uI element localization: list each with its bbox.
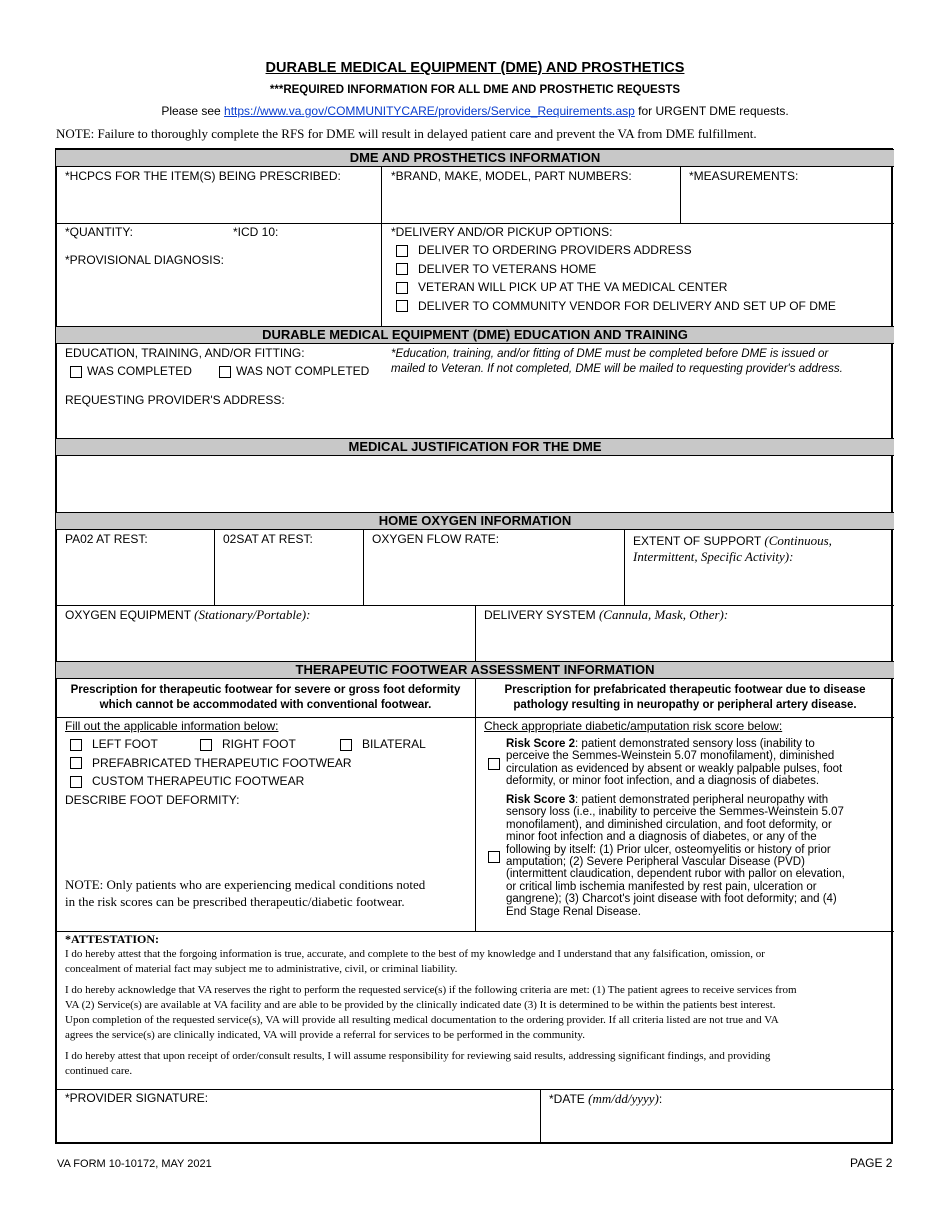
education-note-line: mailed to Veteran. If not completed, DME will be mailed to requesting provider's address. xyxy=(391,363,843,375)
risk-line: perceive the Semmes-Weinstein 5.07 monofilament), diminished xyxy=(506,750,835,763)
delivery-option-label: DELIVER TO VETERANS HOME xyxy=(418,262,597,276)
service-requirements-link[interactable]: https://www.va.gov/COMMUNITYCARE/providers/Service_Requirements.asp xyxy=(224,104,635,118)
risk-line: following by itself: (1) Prior ulcer, osteomyelitis or history of prior xyxy=(506,843,831,856)
prefab-footwear-heading xyxy=(476,683,894,713)
footwear-note-line: in the risk scores can be prescribed therapeutic/diabetic footwear. xyxy=(65,894,405,909)
was-completed-checkbox[interactable] xyxy=(70,366,82,378)
attestation-paragraph-1 xyxy=(65,947,895,977)
heading-line: Prescription for therapeutic footwear for severe or gross foot deformity xyxy=(70,684,461,696)
custom-footwear-label: CUSTOM THERAPEUTIC FOOTWEAR xyxy=(92,774,305,788)
provisional-diagnosis-field[interactable]: *PROVISIONAL DIAGNOSIS: xyxy=(65,253,224,267)
risk-score-instruction: Check appropriate diabetic/amputation risk score below: xyxy=(484,719,783,733)
delivery-option-checkbox[interactable] xyxy=(396,300,408,312)
pa02-field[interactable]: PA02 AT REST: xyxy=(65,532,148,546)
risk-line: amputation; (2) Severe Peripheral Vascular Disease (PVD) xyxy=(506,856,805,869)
risk-line: circulation as evidenced by absent or weakly palpable pulses, foot xyxy=(506,762,843,775)
was-completed-label: WAS COMPLETED xyxy=(87,364,192,378)
attestation-paragraph-2 xyxy=(65,983,895,1043)
page-number: PAGE 2 xyxy=(850,1156,893,1170)
attestation-line: continued care. xyxy=(65,1065,133,1077)
education-note-line: *Education, training, and/or fitting of DME must be completed before DME is issued or xyxy=(391,348,829,360)
extent-hint-line: Intermittent, Specific Activity): xyxy=(633,549,794,564)
divider xyxy=(56,1089,894,1090)
justification-field[interactable] xyxy=(57,457,893,511)
bilateral-label: BILATERAL xyxy=(362,737,426,751)
education-label: EDUCATION, TRAINING, AND/OR FITTING: xyxy=(65,346,305,360)
attestation-heading: *ATTESTATION: xyxy=(65,932,160,946)
attestation-line: I do hereby attest that the forgoing information is true, accurate, and complete to the best of my knowledge and I understand that any falsification, omission, or xyxy=(65,948,765,960)
divider xyxy=(624,530,625,605)
required-info-subtitle: ***REQUIRED INFORMATION FOR ALL DME AND PROSTHETIC REQUESTS xyxy=(269,84,681,96)
divider xyxy=(214,530,215,605)
delivery-system-hint: (Cannula, Mask, Other): xyxy=(598,607,729,622)
attestation-paragraph-3 xyxy=(65,1049,895,1079)
was-not-completed-label: WAS NOT COMPLETED xyxy=(236,364,370,378)
risk-line: or critical limb ischemia manifested by rest pain, ulceration or xyxy=(506,880,817,893)
was-not-completed-checkbox[interactable] xyxy=(219,366,231,378)
divider xyxy=(680,167,681,223)
bilateral-checkbox[interactable] xyxy=(340,739,352,751)
risk-line: gangrene); (3) Charcot's joint disease with foot deformity; and (4) xyxy=(506,893,837,906)
delivery-option-label: DELIVER TO ORDERING PROVIDERS ADDRESS xyxy=(418,243,692,257)
risk-line: sensory loss (i.e., inability to perceive the Semmes-Weinstein 5.07 xyxy=(506,806,844,819)
oxygen-heading: HOME OXYGEN INFORMATION xyxy=(56,512,894,530)
urgent-requests-line xyxy=(0,104,950,118)
date-format-hint: (mm/dd/yyyy) xyxy=(588,1091,659,1106)
extent-label: EXTENT OF SUPPORT xyxy=(633,534,765,548)
attestation-line: I do hereby acknowledge that VA reserves the right to perform the requested service(s) if the following criteria are met: (1) The patient agrees to receive services from xyxy=(65,984,797,996)
flow-rate-field[interactable]: OXYGEN FLOW RATE: xyxy=(372,532,500,546)
left-foot-label: LEFT FOOT xyxy=(92,737,158,751)
date-label: *DATE xyxy=(549,1092,589,1106)
extent-of-support-field[interactable] xyxy=(633,533,832,549)
divider xyxy=(381,167,382,223)
divider xyxy=(381,223,382,326)
right-foot-checkbox[interactable] xyxy=(200,739,212,751)
equipment-hint: (Stationary/Portable): xyxy=(194,607,311,622)
delivery-option-label: VETERAN WILL PICK UP AT THE VA MEDICAL CENTER xyxy=(418,280,728,294)
heading-line: pathology resulting in neuropathy or peripheral artery disease. xyxy=(513,699,857,711)
delivery-option-checkbox[interactable] xyxy=(396,263,408,275)
foot-deformity-field[interactable]: DESCRIBE FOOT DEFORMITY: xyxy=(65,793,240,807)
delivery-system-field[interactable] xyxy=(484,607,728,623)
custom-footwear-checkbox[interactable] xyxy=(70,776,82,788)
form-number: VA FORM 10-10172, MAY 2021 xyxy=(57,1158,212,1170)
right-foot-label: RIGHT FOOT xyxy=(222,737,296,751)
risk-line: monofilament), and diminished circulation, and foot deformity, or xyxy=(506,818,832,831)
custom-footwear-heading xyxy=(56,683,475,713)
o2sat-field[interactable]: 02SAT AT REST: xyxy=(223,532,313,546)
measurements-field[interactable]: *MEASUREMENTS: xyxy=(689,169,799,183)
provider-address-field[interactable]: REQUESTING PROVIDER'S ADDRESS: xyxy=(65,393,285,407)
rfs-note: NOTE: Failure to thoroughly complete the RFS for DME will result in delayed patient care and prevent the VA from DME fulfillment. xyxy=(56,126,757,141)
divider xyxy=(540,1089,541,1144)
icd10-field[interactable]: *ICD 10: xyxy=(233,225,279,239)
prefab-footwear-label: PREFABRICATED THERAPEUTIC FOOTWEAR xyxy=(92,756,352,770)
hcpcs-field[interactable]: *HCPCS FOR THE ITEM(S) BEING PRESCRIBED: xyxy=(65,169,341,183)
risk-line: : patient demonstrated peripheral neuropathy with xyxy=(575,794,829,806)
form-title: DURABLE MEDICAL EQUIPMENT (DME) AND PROSTHETICS xyxy=(265,60,685,76)
fill-out-instruction: Fill out the applicable information below: xyxy=(65,719,279,733)
dme-info-heading: DME AND PROSTHETICS INFORMATION xyxy=(56,149,894,167)
risk-line: deformity, or minor foot infection, and a diagnosis of diabetes. xyxy=(506,775,820,788)
oxygen-equipment-field[interactable] xyxy=(65,607,310,623)
date-field[interactable] xyxy=(549,1091,662,1107)
attestation-line: Upon completion of the requested service(s), VA will provide all resulting medical documentation to the ordering provider. If all criteria listed are not true and VA xyxy=(65,1014,779,1026)
delivery-option-checkbox[interactable] xyxy=(396,245,408,257)
heading-line: Prescription for prefabricated therapeutic footwear due to disease xyxy=(504,684,866,696)
quantity-field[interactable]: *QUANTITY: xyxy=(65,225,134,239)
risk-score-2-text xyxy=(506,738,896,788)
divider xyxy=(475,605,476,661)
divider xyxy=(56,717,894,718)
attestation-line: I do hereby attest that upon receipt of order/consult results, I will assume responsibility for reviewing said results, addressing significant findings, and providing xyxy=(65,1050,771,1062)
divider xyxy=(363,530,364,605)
attestation-line: concealment of material fact may subject me to administrative, civil, or criminal liability. xyxy=(65,963,458,975)
delivery-system-label: DELIVERY SYSTEM xyxy=(484,608,599,622)
footwear-note-line: NOTE: Only patients who are experiencing medical conditions noted xyxy=(65,877,426,892)
risk-line: End Stage Renal Disease. xyxy=(506,905,641,918)
risk-score-2-checkbox[interactable] xyxy=(488,758,500,770)
equipment-label: OXYGEN EQUIPMENT xyxy=(65,608,195,622)
prefab-footwear-checkbox[interactable] xyxy=(70,757,82,769)
heading-line: which cannot be accommodated with conventional footwear. xyxy=(99,699,432,711)
delivery-options-label: *DELIVERY AND/OR PICKUP OPTIONS: xyxy=(391,225,613,239)
date-colon: : xyxy=(658,1092,663,1106)
risk-score-2-title: Risk Score 2 xyxy=(506,738,576,750)
footwear-heading: THERAPEUTIC FOOTWEAR ASSESSMENT INFORMATION xyxy=(56,661,894,679)
see-suffix: for URGENT DME requests. xyxy=(634,104,789,118)
risk-score-3-text xyxy=(506,794,896,918)
justification-heading: MEDICAL JUSTIFICATION FOR THE DME xyxy=(56,438,894,456)
risk-line: (intermittent claudication, dependent rubor with pallor on elevation, xyxy=(506,868,845,881)
delivery-option-label: DELIVER TO COMMUNITY VENDOR FOR DELIVERY AND SET UP OF DME xyxy=(418,299,836,313)
risk-score-3-title: Risk Score 3 xyxy=(506,794,576,806)
attestation-line: VA (2) Service(s) are available at VA facility and are able to be provided by the clinically indicated date (3) It is determined to be within the patients best interest. xyxy=(65,999,776,1011)
provider-signature-field[interactable]: *PROVIDER SIGNATURE: xyxy=(65,1091,209,1105)
risk-line: : patient demonstrated sensory loss (inability to xyxy=(575,738,815,750)
attestation-line: agrees the service(s) are clinically indicated, VA will provide a referral for services to be performed in the community. xyxy=(65,1029,585,1041)
extent-hint: (Continuous, xyxy=(764,533,832,548)
left-foot-checkbox[interactable] xyxy=(70,739,82,751)
risk-line: minor foot infection and a diagnosis of diabetes, or any of the xyxy=(506,831,817,844)
education-heading: DURABLE MEDICAL EQUIPMENT (DME) EDUCATION AND TRAINING xyxy=(56,326,894,344)
delivery-option-checkbox[interactable] xyxy=(396,282,408,294)
risk-score-3-checkbox[interactable] xyxy=(488,851,500,863)
see-prefix: Please see xyxy=(161,104,225,118)
divider xyxy=(56,223,894,224)
brand-field[interactable]: *BRAND, MAKE, MODEL, PART NUMBERS: xyxy=(391,169,632,183)
